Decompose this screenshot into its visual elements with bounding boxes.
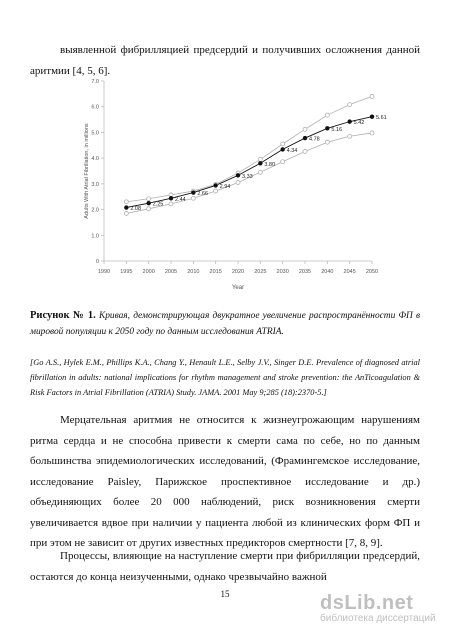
upper-bound-point <box>370 94 374 98</box>
data-label: 2.25 <box>152 201 164 208</box>
data-label: 5.42 <box>353 120 365 127</box>
atria-projection-chart <box>82 73 387 298</box>
x-tick-label: 2035 <box>298 269 312 275</box>
y-tick-label: 5.0 <box>91 130 99 137</box>
lower-bound-point <box>348 134 352 138</box>
data-label: 5.16 <box>331 126 343 133</box>
data-label: 2.94 <box>219 183 231 190</box>
upper-bound-point <box>348 103 352 107</box>
lower-bound-point <box>281 160 285 164</box>
paragraph-2 <box>30 546 420 587</box>
data-label: 2.44 <box>175 196 186 203</box>
upper-bound-point <box>281 142 285 146</box>
x-tick-label: 2025 <box>254 269 267 275</box>
lower-bound-point <box>236 181 240 185</box>
central-projection-point <box>370 115 374 119</box>
lower-bound-point <box>325 140 329 144</box>
upper-bound-line <box>126 96 372 201</box>
watermark-site: dsLib.net <box>320 592 414 614</box>
x-tick-label: 2040 <box>321 269 334 275</box>
central-projection-point <box>146 201 150 205</box>
central-projection-point <box>303 136 307 140</box>
paragraph-1 <box>30 410 420 554</box>
data-label: 3.33 <box>242 173 253 180</box>
lower-bound-point <box>147 207 151 211</box>
data-label: 3.80 <box>264 161 276 168</box>
page-number: 15 <box>220 589 230 599</box>
x-tick-label: 2020 <box>231 269 245 275</box>
dslib-watermark <box>320 592 436 624</box>
x-axis-title: Year <box>231 285 245 291</box>
central-projection-point <box>169 196 173 200</box>
figure-reference: [Go A.S., Hylek E.M., Phillips K.A., Chang Y., Henault L.E., Selby J.V., Singer D.E. Prevalence of diagnosed atrial fibrillation in adults: national implications for rhythm management and stroke prevention: the AnTicoagulation & Risk Factors in Atrial Fibrillation (ATRIA) Study. JAMA. 2001 May 9;285 (18):2370-5.] <box>30 358 420 397</box>
x-tick-label: 1995 <box>120 269 133 275</box>
data-label: 2.08 <box>130 206 142 213</box>
central-projection-point <box>347 119 351 123</box>
y-tick-label: 7.0 <box>91 79 99 85</box>
central-projection-point <box>236 173 240 177</box>
lower-bound-point <box>370 131 374 135</box>
data-label: 4.78 <box>309 136 320 143</box>
lower-bound-point <box>258 170 262 174</box>
x-tick-label: 2000 <box>142 269 155 275</box>
y-tick-label: 1.0 <box>91 233 99 240</box>
x-tick-label: 2010 <box>187 269 200 275</box>
lower-bound-point <box>191 196 195 200</box>
x-tick-label: 2005 <box>164 269 178 275</box>
upper-bound-point <box>325 113 329 117</box>
central-projection-point <box>124 205 128 209</box>
lower-bound-point <box>303 149 307 153</box>
central-projection-point <box>213 183 217 187</box>
upper-bound-point <box>303 127 307 131</box>
x-tick-label: 1990 <box>97 269 111 275</box>
lower-bound-point <box>214 189 218 193</box>
y-tick-label: 2.0 <box>91 207 99 214</box>
figure-label: Рисунок № 1. <box>30 310 96 321</box>
upper-bound-point <box>124 200 128 204</box>
data-label: 4.34 <box>286 147 298 154</box>
figure-caption-text: Кривая, демонстрирующая двукратное увеличение распространённости ФП в мировой популяции к 2050 году по данным исследования ATRIA. <box>30 311 421 337</box>
y-axis-title: Adults With Atrial Fibrillation, in millions <box>84 123 90 219</box>
central-projection-point <box>280 147 284 151</box>
watermark-tagline: библиотека диссертаций <box>320 613 436 624</box>
figure-caption <box>30 308 420 340</box>
central-projection-point <box>191 190 195 194</box>
y-tick-label: 0 <box>95 259 99 265</box>
x-tick-label: 2050 <box>365 269 379 275</box>
paragraph-1-text: Мерцательная аритмия не относится к жизнеугрожающим нарушениям ритма сердца и не способна привести к смерти сама по себе, но по данным большинства эпидемиологических исследований, (Фрамингемское исследование, исследование Paisley, Парижское проспективное исследование и др.) объединяющих более 20 000 наблюдений, риск возникновения смерти увеличивается вдвое при наличии у пациента любой из клинических форм ФП и при этом не зависит от других известных предикторов смертности [7, 8, 9]. <box>30 414 420 549</box>
paragraph-2-text: Процессы, влияющие на наступление смерти при фибрилляции предсердий, остаются до конца неизученными, однако чрезвычайно важной <box>30 550 420 583</box>
upper-bound-point <box>258 157 262 161</box>
y-tick-label: 3.0 <box>91 181 99 188</box>
x-tick-label: 2030 <box>276 269 289 275</box>
lower-bound-point <box>124 211 128 215</box>
x-tick-label: 2045 <box>343 269 356 275</box>
y-tick-label: 4.0 <box>91 156 99 163</box>
data-label: 2.66 <box>197 191 209 198</box>
x-tick-label: 2015 <box>209 269 222 275</box>
y-tick-label: 6.0 <box>91 104 99 111</box>
central-projection-point <box>325 126 329 130</box>
top-paragraph-text: выявленной фибрилляцией предсердий и получивших осложнения данной аритмии [4, 5, 6]. <box>30 44 420 77</box>
central-projection-point <box>258 161 262 165</box>
data-label: 5.61 <box>376 115 387 122</box>
lower-bound-point <box>169 202 173 206</box>
upper-bound-point <box>147 197 151 201</box>
